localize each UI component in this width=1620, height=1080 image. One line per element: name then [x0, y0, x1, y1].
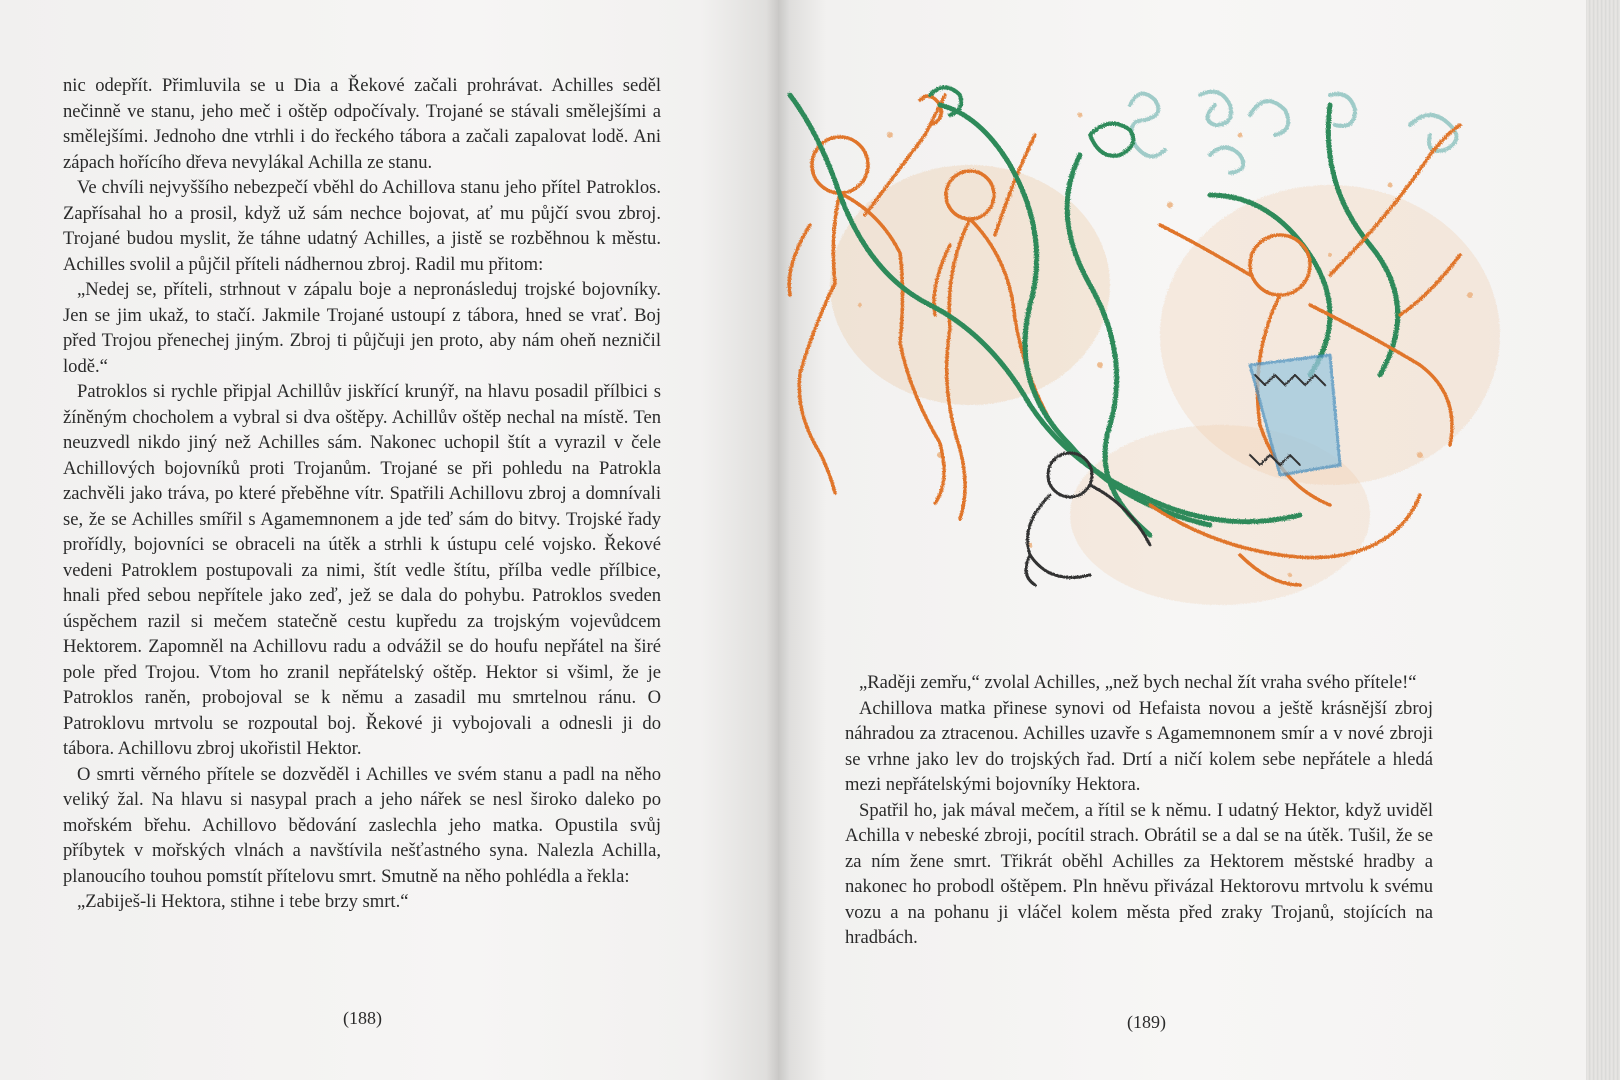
page-number-left: (188): [343, 1008, 382, 1028]
paragraph: Ve chvíli nejvyššího nebezpečí vběhl do Achillova stanu jeho přítel Patroklos. Zapřísahal ho a prosil, když už sám nechce bojovat, ať mu půjčí svou zbroj. Trojané budou myslit, že táhne udatný Achilles, a jistě se rozběhnou k městu. Achilles svolil a půjčil příteli nádhernou zbroj. Radil mu přitom:: [63, 177, 661, 275]
paragraph: Spatřil ho, jak mával mečem, a řítil se k němu. I udatný Hektor, když uviděl Achilla v nebeské zbroji, pocítil strach. Obrátil se a dal se na útěk. Tušil, že se za ním žene smrt. Třikrát oběhl Achilles za Hektorem městské hradby a nakonec ho probodl oštěpem. Pln hněvu přivázal Hektorovu mrtvolu k svému vozu a na pohanu ji vláčel kolem města před zraky Trojanů, stojících na hradbách.: [845, 799, 1433, 948]
paragraph: O smrti věrného přítele se dozvěděl i Achilles ve svém stanu a padl na něho veliký žal. Na hlavu si nasypal prach a jeho nářek se nesl široko daleko po mořském břehu. Achillovo bědování zaslechla jeho matka. Opustila svůj příbytek v mořských vlnách a navštívila nešťastného syna. Nalezla Achilla, planoucího touhou pomstít přítelovu smrt. Smutně na něho pohlédla a řekla:: [63, 763, 661, 887]
paragraph: „Zabiješ-li Hektora, stihne i tebe brzy smrt.“: [77, 891, 409, 912]
wind-swirls: [1130, 92, 1456, 173]
page-number-right: (189): [1127, 1012, 1166, 1032]
paragraph: „Nedej se, příteli, strhnout v zápalu boje a nepronásleduj trojské bojovníky. Jen se jim ukaž, to stačí. Jakmile Trojané ustoupí z tábora, hned se vrať. Boj před Trojou přenechej jiným. Zbroj ti půjčuji jen proto, aby nám oheň nezničil lodě.“: [63, 279, 661, 377]
paragraph: nic odepřít. Přimluvila se u Dia a Řekové začali prohrávat. Achilles seděl nečinně ve stanu, jeho meč i oštěp odpočívaly. Trojané se stávali smělejšími a smělejšími. Jednoho dne vtrhli i do řeckého tábora a začali zapalovat lodě. Ani zápach hořícího dřeva nevylákal Achilla ze stanu.: [63, 75, 661, 173]
orange-speckles: [830, 113, 1500, 606]
left-page: [0, 0, 778, 1080]
page-edges: [1586, 0, 1620, 1080]
right-page-text: [845, 670, 1433, 951]
paragraph: Achillova matka přinese synovi od Hefaista novou a ještě krásnější zbroj náhradou za ztracenou. Achilles uzavře s Agamemnonem smír a v nové zbroji se vrhne jako lev do trojských řad. Drtí a ničí kolem sebe nepřátele a hledá mezi nepřátelskými bojovníky Hektora.: [845, 697, 1433, 795]
battle-illustration: [770, 75, 1530, 635]
left-page-text: [63, 73, 661, 915]
paragraph: Patroklos si rychle připjal Achillův jiskřící krunýř, na hlavu posadil přílbici s žíněným chocholem a vybral si dva oštěpy. Achillův oštěp nechal na místě. Ten neuzvedl nikdo jiný než Achilles sám. Nakonec uchopil štít a vyrazil v čele Achillových bojovníků proti Trojanům. Trojané se při pohledu na Patrokla zachvěli jako tráva, po které přeběhne vítr. Spatřili Achillovu zbroj a domnívali se, že se Achilles smířil s Agamemnonem a jde teď sám do bitvy. Trojské řady prořídly, bojovníci se obraceli na útěk a strhli k ústupu celé vojsko. Řekové vedeni Patroklem postupovali za nimi, štít vedle štítu, přílba vedle přílbice, hnali před sebou nepřítele jako zeď, jež se dala do pohybu. Patroklos sveden úspěchem razil si mečem statečně cestu kupředu za trojským vojevůdcem Hektorem. Zapomněl na Achillovu radu a odvážil se do houfu nepřátel na širé pole před Trojou. Vtom ho zranil nepřátelský oštěp. Hektor si všiml, že je Patroklos raněn, probojoval se k němu a zasadil mu smrtelnou ránu. O Patroklovu mrtvolu se rozpoutal boj. Řekové ji vybojovali a odnesli ji do tábora. Achillovu zbroj ukořistil Hektor.: [63, 381, 661, 759]
paragraph: „Raději zemřu,“ zvolal Achilles, „než bych nechal žít vraha svého přítele!“: [859, 672, 1417, 693]
